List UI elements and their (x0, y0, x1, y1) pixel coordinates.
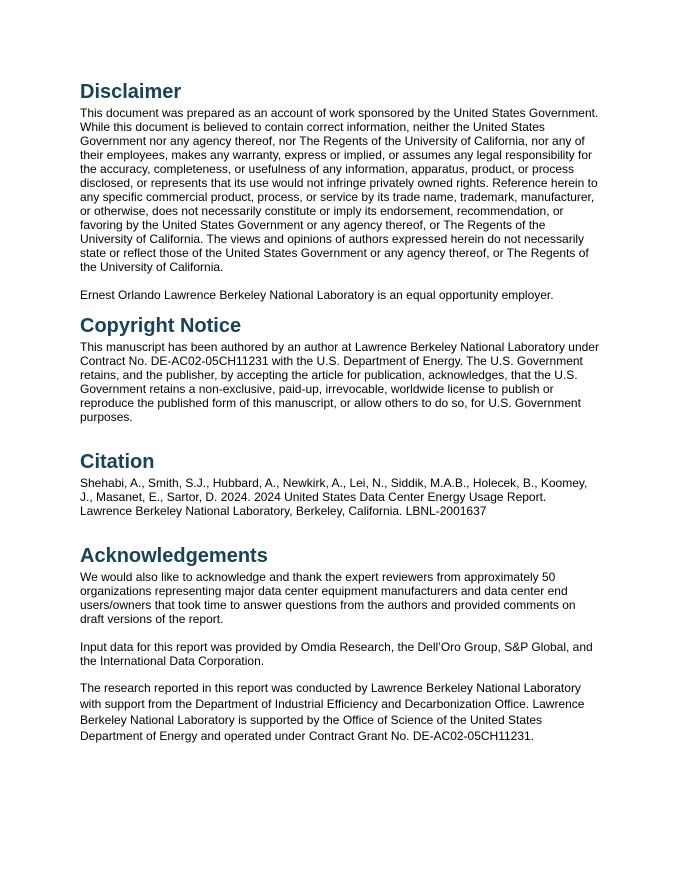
disclaimer-section (80, 80, 600, 302)
acknowledgements-paragraph: We would also like to acknowledge and thank the expert reviewers from approximately 50 organizations representing major data center equipment manufacturers and data center end users/owners that took time to answer questions from the authors and provided comments on draft versions of the report. (80, 570, 576, 626)
disclaimer-paragraph: This document was prepared as an account of work sponsored by the United States Government. While this document is believed to contain correct information, neither the United States Government nor any agency thereof, nor The Regents of the University of California, nor any of their employees, makes any warranty, express or implied, or assumes any legal responsibility for the accuracy, completeness, or usefulness of any information, apparatus, product, or process disclosed, or represents that its use would not infringe privately owned rights. Reference herein to any specific commercial product, process, or service by its trade name, trademark, manufacturer, or otherwise, does not necessarily constitute or imply its endorsement, recommendation, or favoring by the United States Government or any agency thereof, or The Regents of the University of California. The views and opinions of authors expressed herein do not necessarily state or reflect those of the United States Government or any agency thereof, or The Regents of the University of California. (80, 106, 599, 274)
acknowledgements-section (80, 544, 600, 744)
copyright-paragraph: This manuscript has been authored by an author at Lawrence Berkeley National Laboratory under Contract No. DE-AC02-05CH11231 with the U.S. Department of Energy. The U.S. Government retains, and the publisher, by accepting the article for publication, acknowledges, that the U.S. Government retains a non-exclusive, paid-up, irrevocable, worldwide license to publish or reproduce the published form of this manuscript, or allow others to do so, for U.S. Government purposes. (80, 340, 599, 424)
input-data-paragraph: Input data for this report was provided by Omdia Research, the Dell’Oro Group, S&P Global, and the International Data Corporation. (80, 640, 593, 668)
research-support-paragraph: The research reported in this report was conducted by Lawrence Berkeley National Laboratory with support from the Department of Industrial Efficiency and Decarbonization Office. Lawrence Berkeley National Laboratory is supported by the Office of Science of the United States Department of Energy and operated under Contract Grant No. DE-AC02-05CH11231. (80, 681, 585, 743)
disclaimer-heading: Disclaimer (80, 81, 182, 103)
equal-opportunity-statement: Ernest Orlando Lawrence Berkeley National Laboratory is an equal opportunity employer. (80, 288, 554, 302)
citation-heading: Citation (80, 451, 155, 473)
citation-section (80, 450, 600, 518)
copyright-heading: Copyright Notice (80, 315, 242, 337)
acknowledgements-heading: Acknowledgements (80, 545, 268, 567)
citation-paragraph: Shehabi, A., Smith, S.J., Hubbard, A., Newkirk, A., Lei, N., Siddik, M.A.B., Holecek, B., Koomey, J., Masanet, E., Sartor, D. 2024. 2024 United States Data Center Energy Usage Report. Lawrence Berkeley National Laboratory, Berkeley, California. LBNL-2001637 (80, 476, 588, 518)
document-page (80, 80, 600, 744)
copyright-section (80, 314, 600, 424)
